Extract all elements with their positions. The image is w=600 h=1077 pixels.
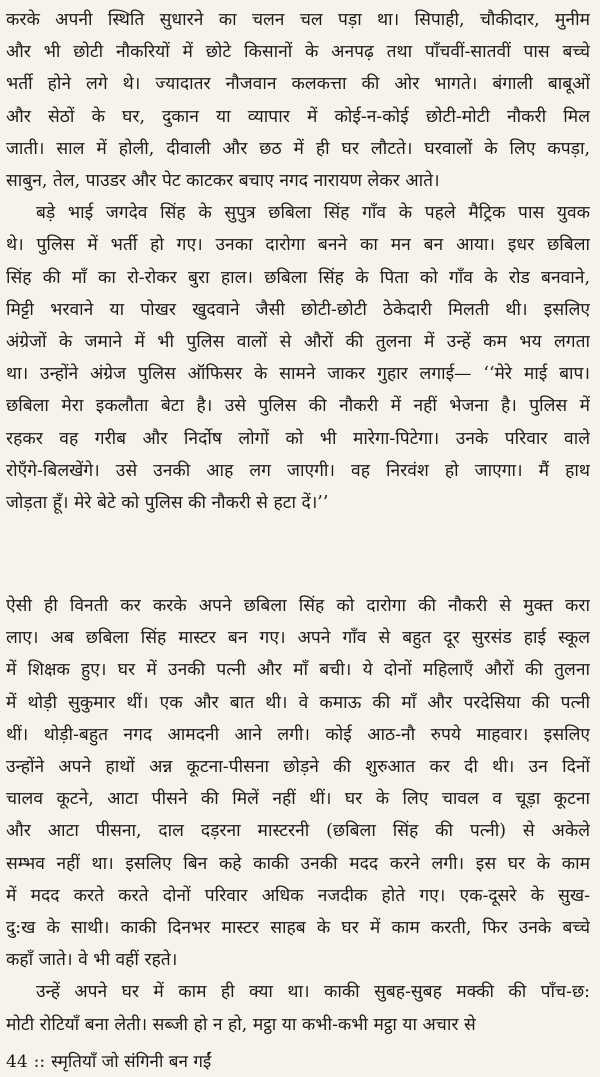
text-line: सिंह की माँ का रो-रोकर बुरा हाल। छबिला सिंह के पिता को गाँव के रोड बनवाने, <box>6 267 590 288</box>
text-line: मिट्टी भरवाने या पोखर खुदवाने जैसी छोटी-छोटी ठेकेदारी मिलती थी। इसलिए <box>6 299 590 320</box>
page-footer <box>6 1047 217 1077</box>
text-line: ऐसी ही विनती कर करके अपने छबिला सिंह को दारोगा की नौकरी से मुक्त करा <box>6 596 590 616</box>
text-line: और आटा पीसना, दाल दड़रना मास्टरनी (छबिला सिंह की पत्नी) से अकेले <box>6 821 590 842</box>
text-line: साबुन, तेल, पाउडर और पेट काटकर बचाए नगद नारायण लेकर आते। <box>6 171 440 191</box>
text-line: उन्होंने अपने हाथों अन्न कूटना-पीसना छोड़ने की शुरुआत कर दी थी। उन दिनों <box>6 757 590 777</box>
text-line: बड़े भाई जगदेव सिंह के सुपुत्र छबिला सिंह गाँव के पहले मैट्रिक पास युवक <box>36 203 590 224</box>
running-title: स्मृतियाँ जो संगिनी बन गईं <box>51 1051 212 1072</box>
text-line: उन्हें अपने घर में काम ही क्या था। काकी सुबह-सुबह मक्की की पाँच-छ: <box>36 982 590 1003</box>
text-line: थे। पुलिस में भर्ती हो गए। उनका दारोगा बनने का मन बन आया। इधर छबिला <box>6 235 590 256</box>
text-line: लाए। अब छबिला सिंह मास्टर बन गए। अपने गाँव से बहुत दूर सुरसंड हाई स्कूल <box>6 628 590 649</box>
text-line: जाती। साल में होली, दीवाली और छठ में ही घर लौटते। घरवालों के लिए कपड़ा, <box>6 138 590 159</box>
text-line: और सेठों के घर, दुकान या व्यापार में कोई-न-कोई छोटी-मोटी नौकरी मिल <box>6 106 590 127</box>
text-line: में थोड़ी सुकुमार थीं। एक और बात थी। वे कमाऊ की माँ और परदेसिया की पत्नी <box>6 692 590 713</box>
text-line: चालव कूटने, आटा पीसने की मिलें नहीं थीं। घर के लिए चावल व चूड़ा कूटना <box>6 789 590 810</box>
text-line: करके अपनी स्थिति सुधारने का चलन चल पड़ा था। सिपाही, चौकीदार, मुनीम <box>6 10 590 30</box>
text-line: थीं। थोड़ी-बहुत नगद आमदनी आने लगी। कोई आठ-नौ रुपये माहवार। इसलिए <box>6 724 590 745</box>
text-line: कहाँ जाते। वे भी वहीं रहते। <box>6 950 178 971</box>
text-line: था। उन्होंने अंग्रेज पुलिस ऑफिसर के सामने जाकर गुहार लगाई— ‘‘मेरे माई बाप। <box>6 364 590 385</box>
text-line: रहकर वह गरीब और निर्दोष लोगों को भी मारेगा-पिटेगा। उनके परिवार वाले <box>6 428 590 449</box>
text-line: में मदद करते करते दोनों परिवार अधिक नजदीक होते गए। एक-दूसरे के सुख- <box>6 885 590 906</box>
text-line: रोएँगे-बिलखेंगे। उसे उनकी आह लग जाएगी। वह निरवंश हो जाएगा। मैं हाथ <box>6 460 590 481</box>
text-line: अंग्रेजों के जमाने में भी पुलिस वालों से औरों की तुलना में उन्हें कम भय लगता <box>6 332 590 352</box>
page-number: 44 <box>6 1051 28 1072</box>
text-line: सम्भव नहीं था। इसलिए बिन कहे काकी उनकी मदद करने लगी। इस घर के काम <box>6 853 590 874</box>
text-line: और भी छोटी नौकरियों में छोटे किसानों के अनपढ़ तथा पाँचवीं-सातवीं पास बच्चे <box>6 42 590 63</box>
text-line: मोटी रोटियाँ बना लेती। सब्जी हो न हो, मट्ठा या कभी-कभी मट्ठा या अचार से <box>6 1014 476 1035</box>
text-line: में शिक्षक हुए। घर में उनकी पत्नी और माँ बची। ये दोनों महिलाएँ औरों की तुलना <box>6 660 590 681</box>
text-line: छबिला मेरा इकलौता बेटा है। उसे पुलिस की नौकरी में नहीं भेजना है। पुलिस में <box>6 396 590 417</box>
footer-separator: :: <box>33 1051 46 1072</box>
text-line: भर्ती होने लगे थे। ज्यादातर नौजवान कलकत्ता की ओर भागते। बंगाली बाबूओं <box>6 74 590 95</box>
text-line: जोड़ता हूँ। मेरे बेटे को पुलिस की नौकरी से हटा दें।’’ <box>6 493 329 513</box>
text-line: दु:ख के साथी। काकी दिनभर मास्टर साहब के घर में काम करती, फिर उनके बच्चे <box>6 918 590 938</box>
